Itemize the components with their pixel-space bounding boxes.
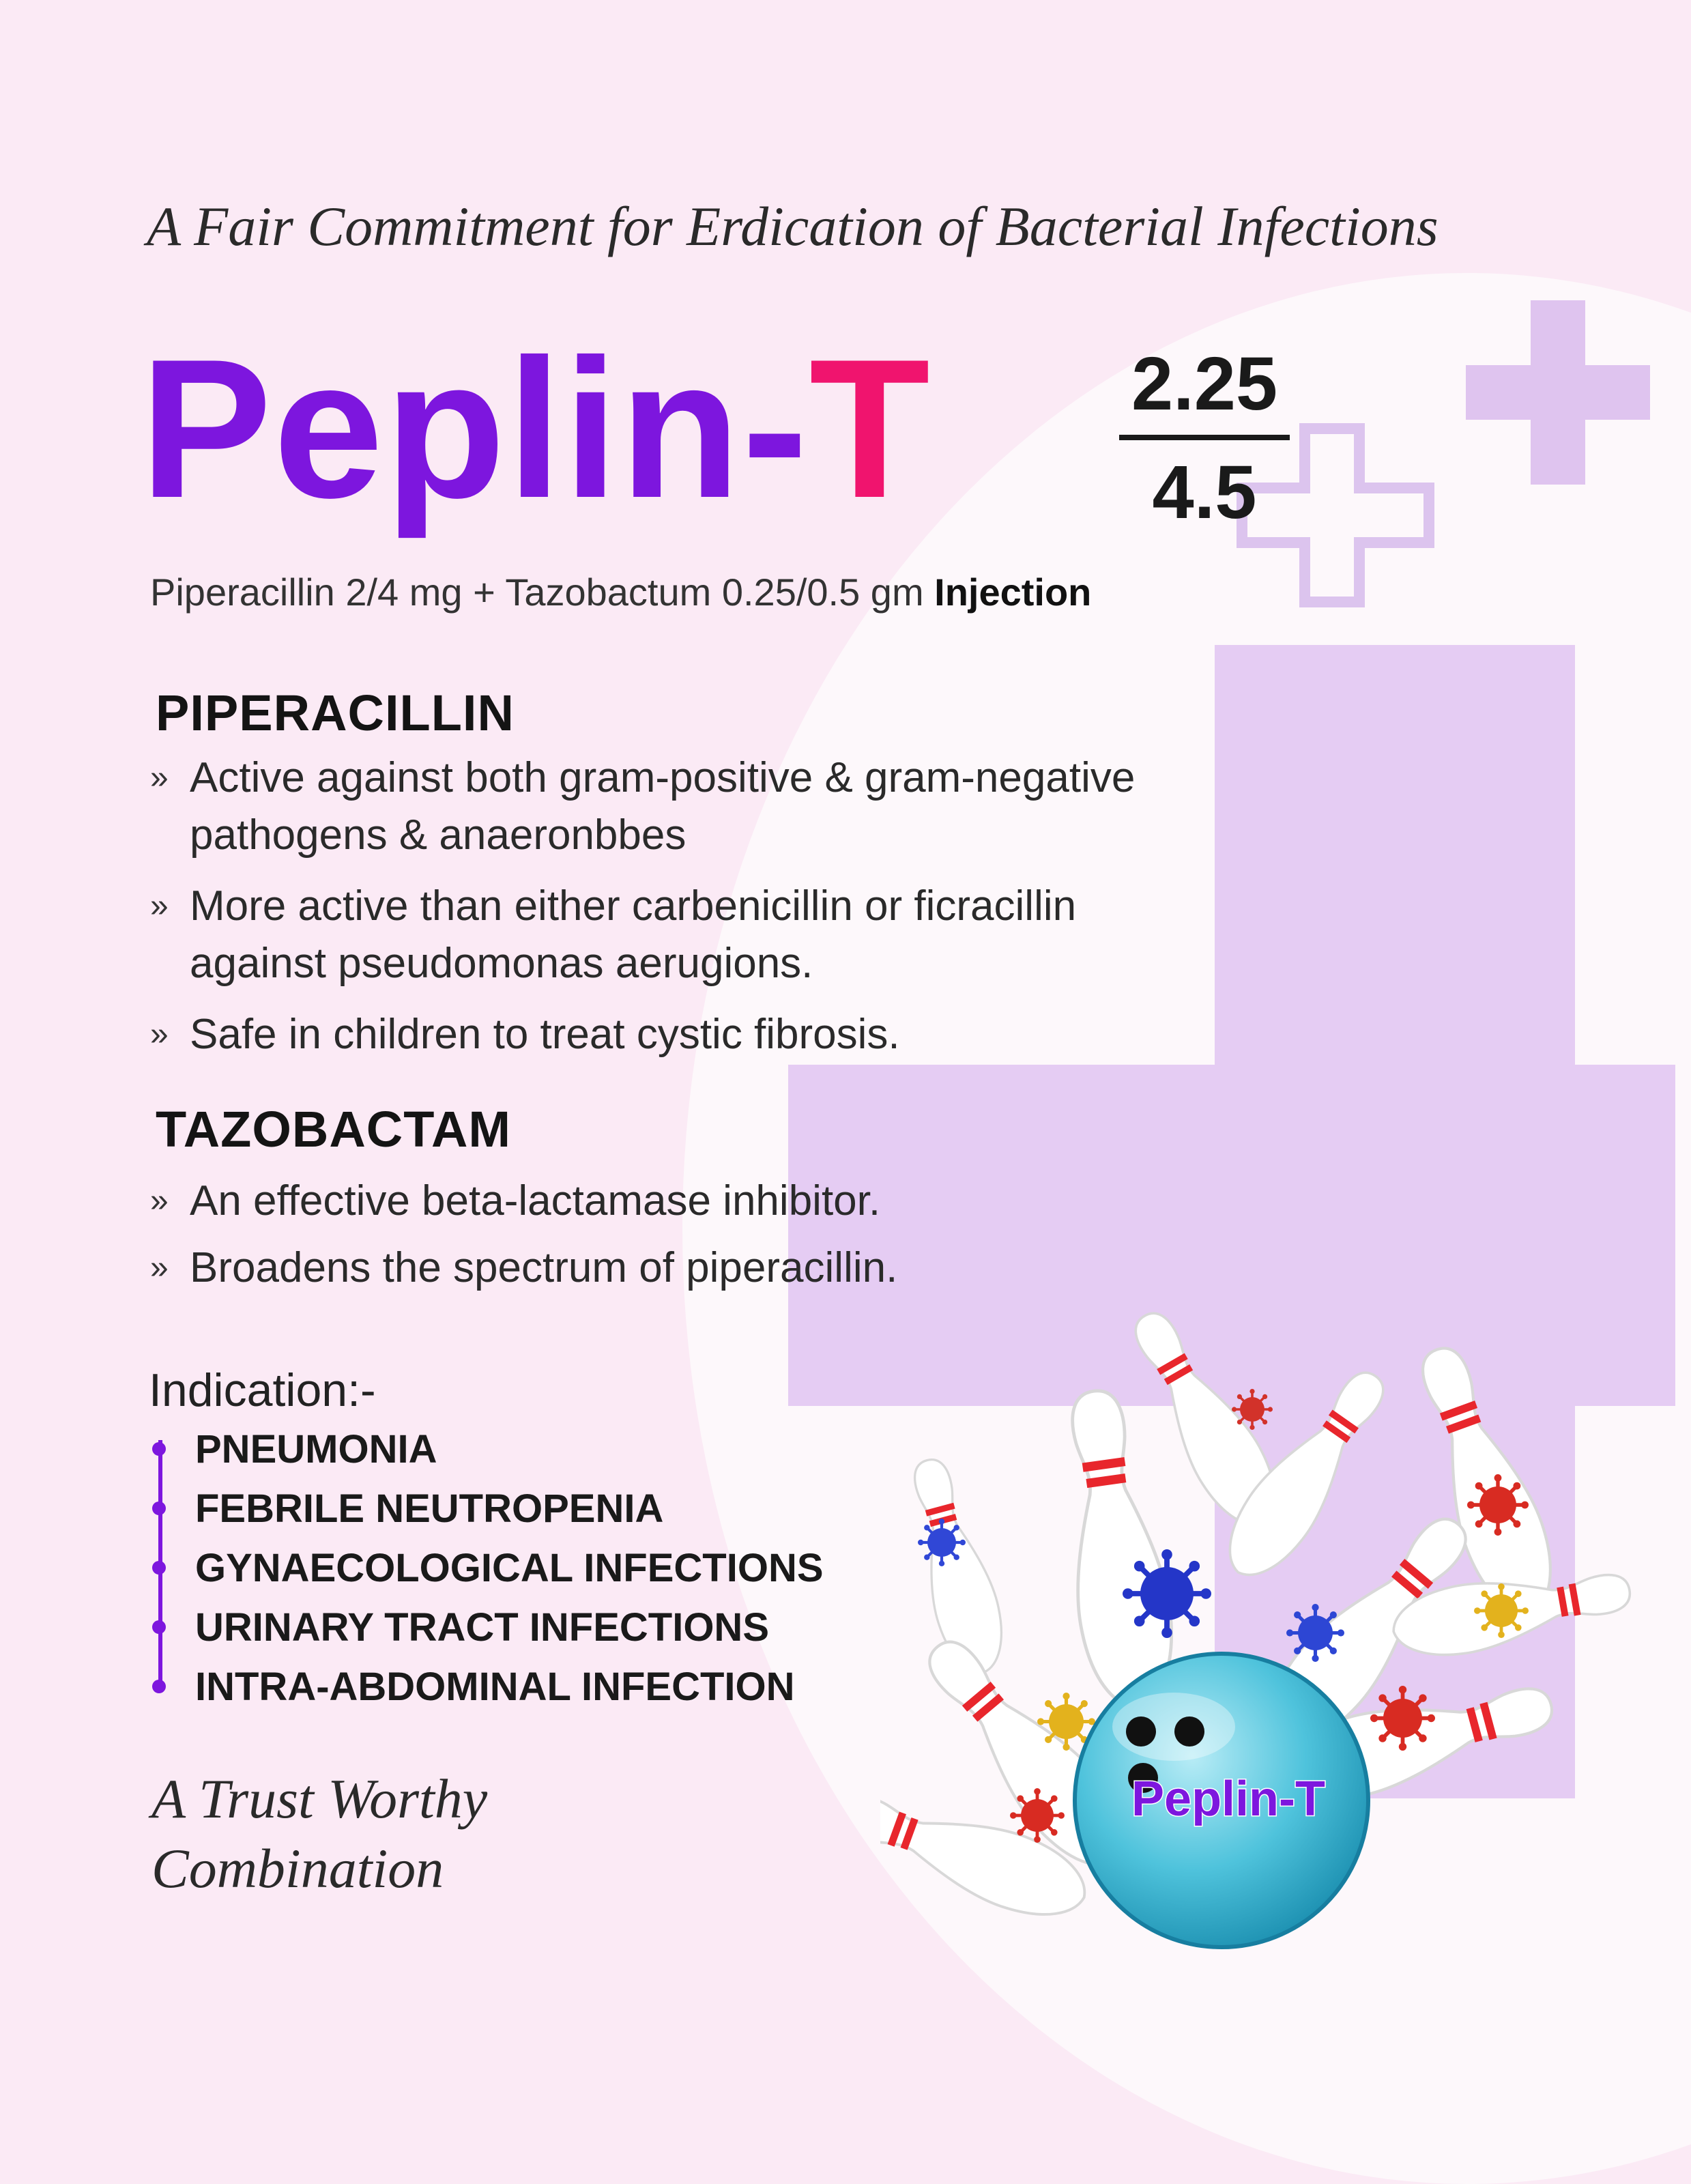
ball-label-text: Peplin-T: [1131, 1772, 1325, 1826]
virus-icon: [1467, 1474, 1529, 1536]
ball-label: [1131, 1772, 1325, 1826]
indication-item-label: FEBRILE NEUTROPENIA: [195, 1486, 664, 1531]
list-item: [150, 1006, 1135, 1063]
plus-solid-icon: [1466, 300, 1650, 485]
virus-icon: [1474, 1583, 1529, 1638]
bullet-line: Broadens the spectrum of piperacillin.: [190, 1244, 898, 1291]
dot-icon: [152, 1620, 166, 1634]
brand-name-part1: Peplin-: [140, 318, 809, 539]
tazobactam-bullets: [150, 1173, 897, 1310]
strength-fraction: [1112, 341, 1297, 535]
indication-item-label: URINARY TRACT INFECTIONS: [195, 1605, 769, 1650]
indication-list: [150, 1420, 824, 1716]
indication-item: [150, 1479, 824, 1538]
bullet-line: pathogens & anaeronbbes: [190, 811, 686, 859]
indication-item-label: GYNAECOLOGICAL INFECTIONS: [195, 1546, 824, 1590]
bullet-marker-icon: »: [150, 760, 169, 796]
virus-icon: [1010, 1788, 1065, 1843]
bullet-marker-icon: »: [150, 1016, 169, 1052]
strength-top: 2.25: [1131, 342, 1278, 426]
bullet-line: Active against both gram-positive & gram-negative: [190, 754, 1136, 801]
bowling-illustration: [880, 1283, 1658, 1952]
bullet-line: More active than either carbenicillin or ficracillin: [190, 882, 1077, 930]
virus-icon: [1232, 1389, 1273, 1430]
indication-label: Indication:-: [149, 1364, 376, 1416]
bullet-marker-icon: »: [150, 1250, 169, 1286]
indication-item-label: INTRA-ABDOMINAL INFECTION: [195, 1665, 795, 1709]
bullet-line: against pseudomonas aerugions.: [190, 940, 813, 987]
list-item: [150, 1173, 897, 1230]
slogan-line2: Combination: [151, 1837, 444, 1899]
tagline: A Fair Commitment for Erdication of Bacterial Infections: [147, 195, 1439, 257]
composition-text: Piperacillin 2/4 mg + Tazobactum 0.25/0.5 gm: [150, 571, 935, 614]
indication-item: [150, 1598, 824, 1657]
dot-icon: [152, 1561, 166, 1575]
virus-icon: [1286, 1604, 1344, 1662]
indication-item: [150, 1420, 824, 1479]
composition-dosage-form: Injection: [934, 571, 1092, 614]
bullet-marker-icon: »: [150, 1183, 169, 1219]
indication-item: [150, 1657, 824, 1716]
dot-icon: [152, 1502, 166, 1515]
section-title-tazobactam: TAZOBACTAM: [156, 1101, 512, 1158]
bowling-ball-icon: [1075, 1654, 1368, 1947]
indication-item-label: PNEUMONIA: [195, 1427, 437, 1471]
composition: [150, 570, 1091, 614]
virus-icon: [1370, 1686, 1435, 1751]
list-item: [150, 878, 1135, 992]
list-item: [150, 1239, 897, 1297]
section-title-piperacillin: PIPERACILLIN: [156, 685, 515, 741]
bullet-marker-icon: »: [150, 888, 169, 924]
slogan: [151, 1764, 487, 1903]
brand-name: [140, 318, 931, 539]
indication-item: [150, 1538, 824, 1598]
virus-icon: [918, 1519, 966, 1566]
virus-icon: [1123, 1549, 1211, 1638]
dot-icon: [152, 1442, 166, 1456]
brand-name-part2: T: [809, 318, 931, 539]
list-item: [150, 749, 1135, 864]
fraction-bar: [1119, 435, 1290, 440]
bullet-line: Safe in children to treat cystic fibrosis.: [190, 1011, 900, 1058]
strength-bottom: 4.5: [1152, 450, 1257, 534]
piperacillin-bullets: [150, 749, 1135, 1077]
dot-icon: [152, 1680, 166, 1693]
bullet-line: An effective beta-lactamase inhibitor.: [190, 1177, 881, 1224]
slogan-line1: A Trust Worthy: [151, 1768, 488, 1830]
